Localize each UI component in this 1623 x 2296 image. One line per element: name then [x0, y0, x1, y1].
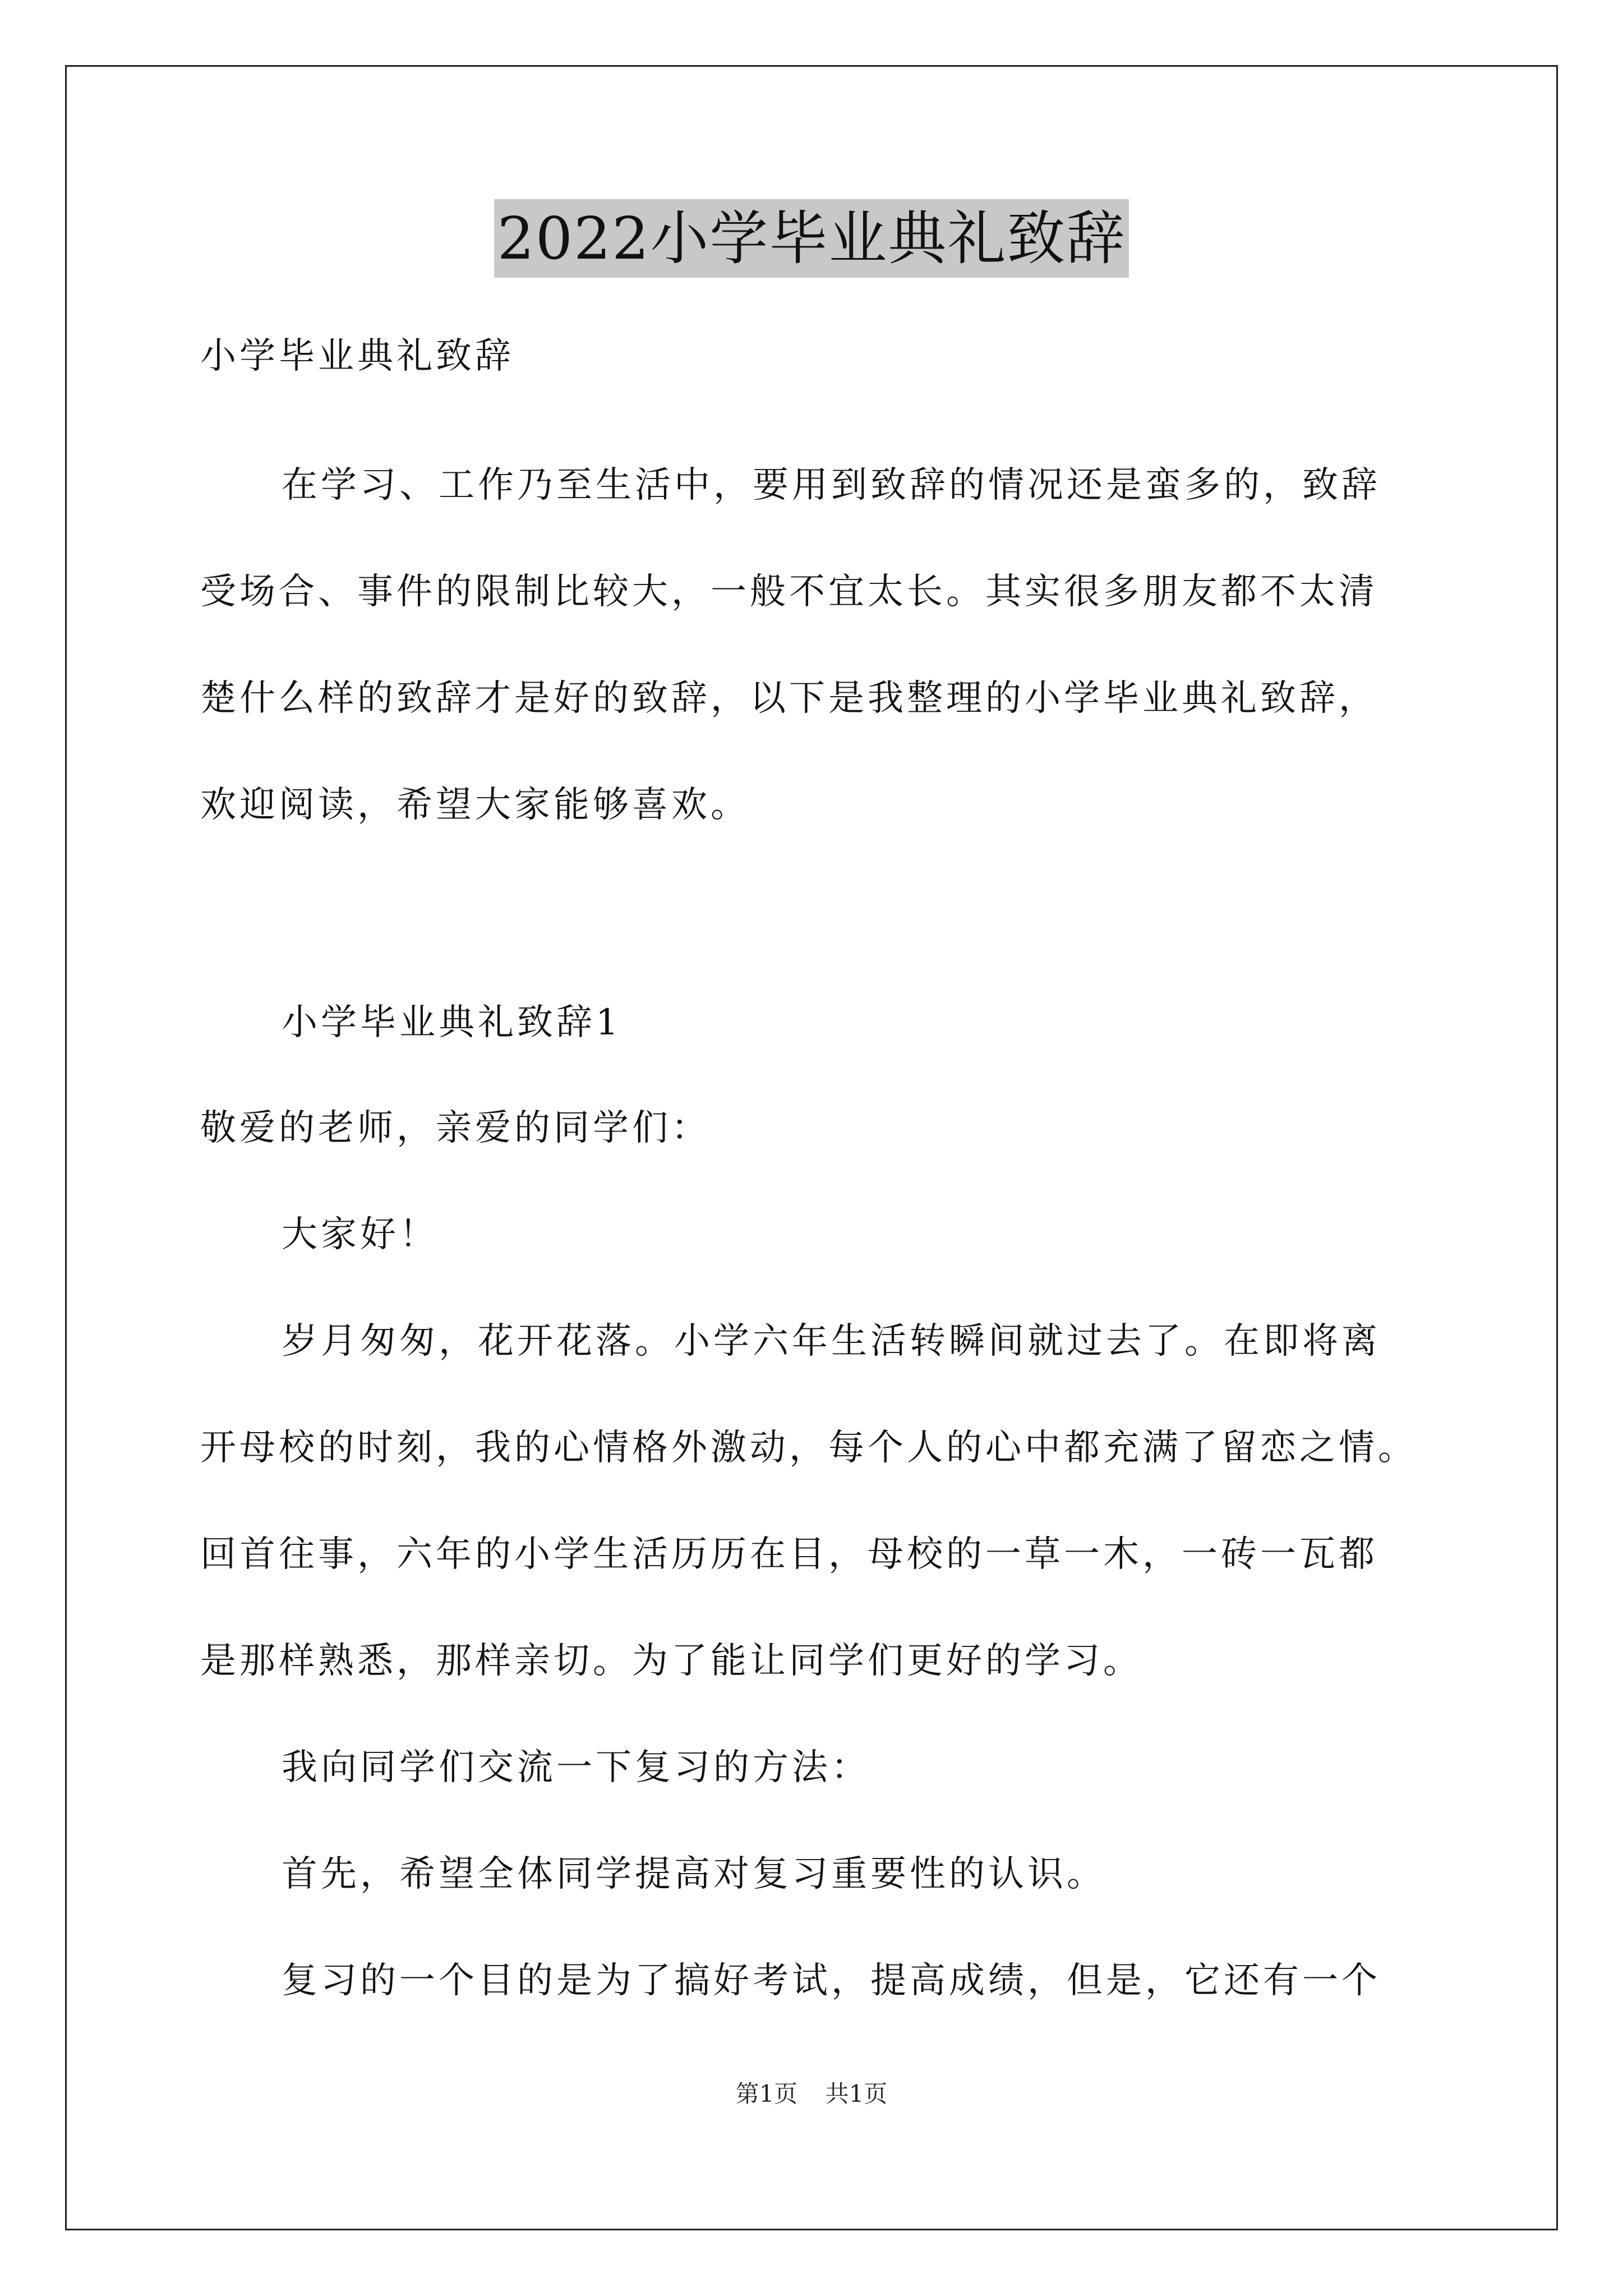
- paragraph-line: 欢迎阅读，希望大家能够喜欢。: [200, 784, 750, 826]
- paragraph-line: 开母校的时刻，我的心情格外激动，每个人的心中都充满了留恋之情。: [200, 1427, 1417, 1469]
- page-total: 共1页: [825, 2080, 888, 2108]
- paragraph-line: 在学习、工作乃至生活中，要用到致辞的情况还是蛮多的，致辞: [282, 464, 1381, 506]
- paragraph-line: 是那样熟悉，那样亲切。为了能让同学们更好的学习。: [200, 1640, 1142, 1682]
- paragraph-line: 我向同学们交流一下复习的方法：: [282, 1747, 870, 1788]
- salutation-line: 敬爱的老师，亲爱的同学们：: [200, 1107, 711, 1149]
- page-number: 第1页: [735, 2080, 798, 2108]
- paragraph-line: 楚什么样的致辞才是好的致辞，以下是我整理的小学毕业典礼致辞，: [200, 678, 1378, 719]
- paragraph-line: 回首往事，六年的小学生活历历在目，母校的一草一木，一砖一瓦都: [200, 1534, 1378, 1575]
- section-heading: 小学毕业典礼致辞1: [282, 1002, 622, 1043]
- document-title: 2022小学毕业典礼致辞: [494, 199, 1129, 278]
- title-container: [0, 199, 1623, 278]
- subtitle-line: 小学毕业典礼致辞: [200, 335, 514, 377]
- paragraph-line: 受场合、事件的限制比较大，一般不宜太长。其实很多朋友都不太清: [200, 571, 1378, 613]
- paragraph-line: 首先，希望全体同学提高对复习重要性的认识。: [282, 1853, 1106, 1895]
- greeting-line: 大家好！: [282, 1214, 439, 1255]
- paragraph-line: 岁月匆匆，花开花落。小学六年生活转瞬间就过去了。在即将离: [282, 1320, 1381, 1362]
- paragraph-line: 复习的一个目的是为了搞好考试，提高成绩，但是，它还有一个: [282, 1960, 1381, 2001]
- page-footer: [0, 2077, 1623, 2111]
